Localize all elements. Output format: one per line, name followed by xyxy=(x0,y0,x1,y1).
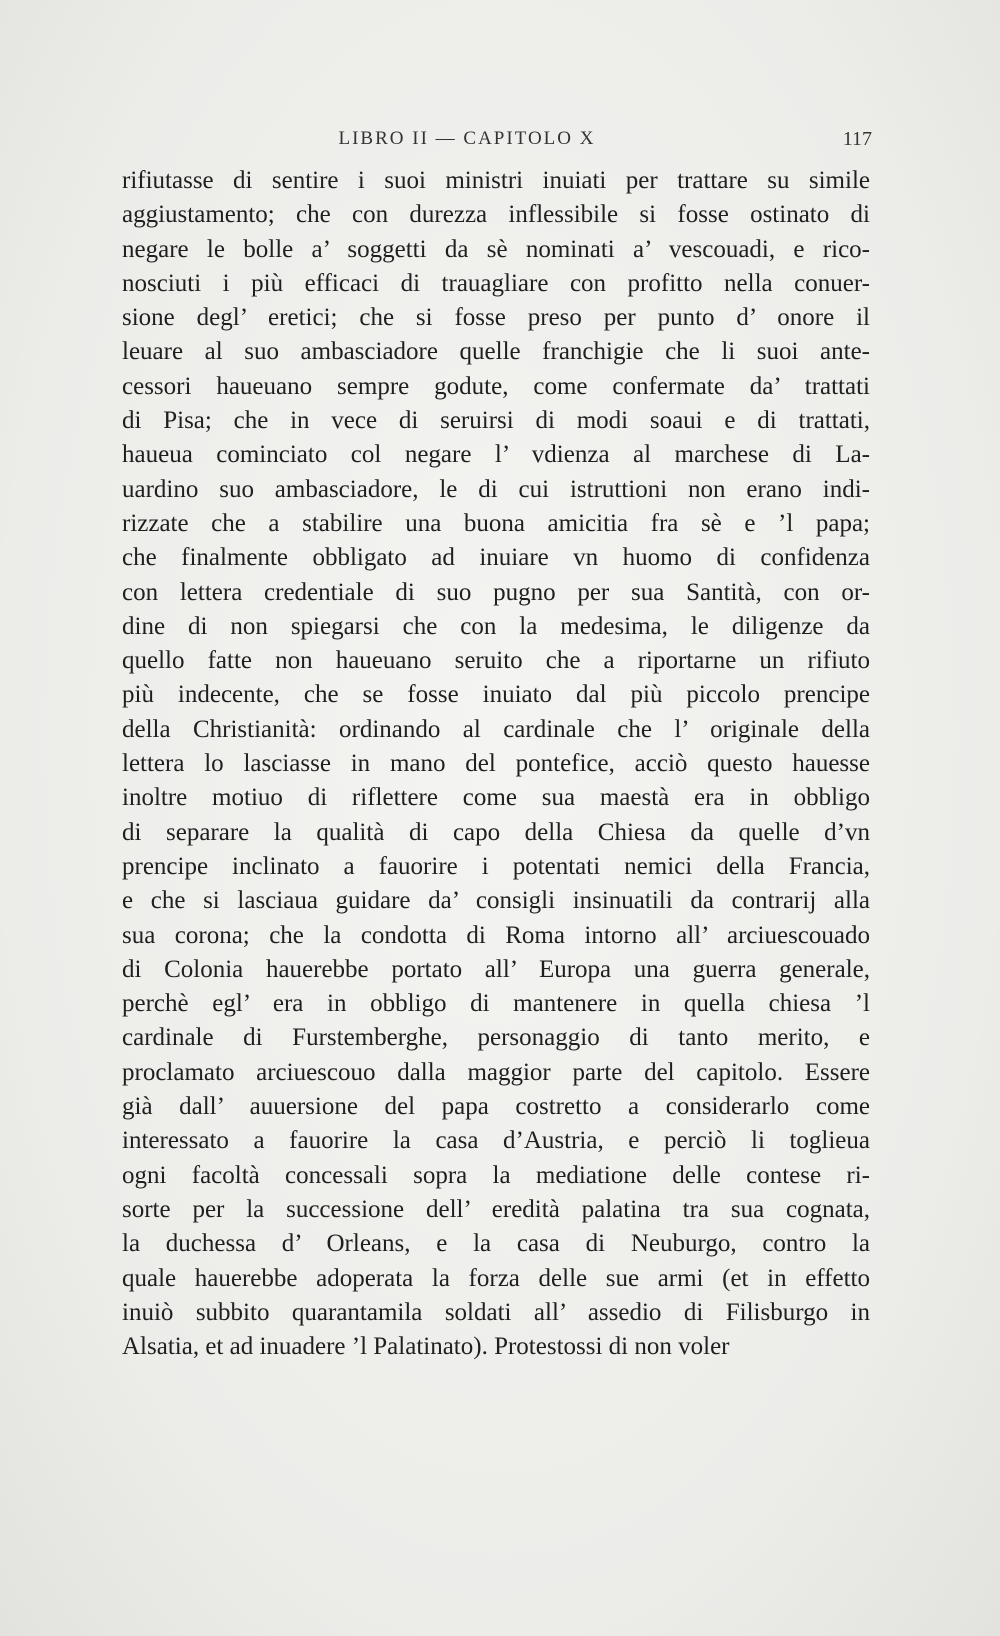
text-line: sua corona; che la condotta di Roma intorno all’ arciuescouado xyxy=(122,921,870,949)
text-line: proclamato arciuescouo dalla maggior parte del capitolo. Essere xyxy=(122,1058,870,1086)
text-line: quello fatte non haueuano seruito che a riportarne un rifiuto xyxy=(122,647,870,675)
text-line: perchè egl’ era in obbligo di mantenere in quella chiesa ’l xyxy=(122,990,870,1018)
text-line: prencipe inclinato a fauorire i potentati nemici della Francia, xyxy=(122,852,870,880)
text-line: leuare al suo ambasciadore quelle franchigie che li suoi ante- xyxy=(122,338,870,366)
text-line: aggiustamento; che con durezza inflessibile si fosse ostinato di xyxy=(122,201,870,229)
text-line: cessori haueuano sempre godute, come confermate da’ trattati xyxy=(122,372,870,400)
text-line: rizzate che a stabilire una buona amicitia fra sè e ’l papa; xyxy=(122,509,870,537)
text-line: cardinale di Furstemberghe, personaggio di tanto merito, e xyxy=(122,1024,870,1052)
text-line: interessato a fauorire la casa d’Austria, e perciò li toglieua xyxy=(122,1127,870,1155)
text-line: della Christianità: ordinando al cardinale che l’ originale della xyxy=(122,715,870,743)
text-line: inoltre motiuo di riflettere come sua maestà era in obbligo xyxy=(122,784,870,812)
text-line: sorte per la successione dell’ eredità palatina tra sua cognata, xyxy=(122,1195,870,1223)
text-line: nosciuti i più efficaci di trauagliare con profitto nella conuer- xyxy=(122,269,870,297)
running-head: LIBRO II — CAPITOLO X xyxy=(338,128,596,149)
text-line: inuiò subbito quarantamila soldati all’ assedio di Filisburgo in xyxy=(122,1298,870,1326)
text-line: rifiutasse di sentire i suoi ministri inuiati per trattare su simile xyxy=(122,167,870,194)
text-line: quale hauerebbe adoperata la forza delle sue armi (et in effetto xyxy=(122,1264,870,1292)
page-header xyxy=(122,128,872,158)
text-line: ogni facoltà concessali sopra la mediatione delle contese ri- xyxy=(122,1161,870,1189)
page-number: 117 xyxy=(842,128,872,150)
text-line: e che si lasciaua guidare da’ consigli insinuatili da contrarij alla xyxy=(122,887,870,915)
text-line: uardino suo ambasciadore, le di cui istruttioni non erano indi- xyxy=(122,475,870,503)
text-line: haueua cominciato col negare l’ vdienza al marchese di La- xyxy=(122,441,870,469)
body-text xyxy=(122,164,870,1364)
text-line: di Pisa; che in vece di seruirsi di modi soaui e di trattati, xyxy=(122,407,870,435)
text-line: di Colonia hauerebbe portato all’ Europa una guerra generale, xyxy=(122,955,870,983)
text-line: già dall’ auuersione del papa costretto a considerarlo come xyxy=(122,1093,870,1121)
text-line: Alsatia, et ad inuadere ’l Palatinato). Protestossi di non voler xyxy=(122,1333,730,1361)
text-line: dine di non spiegarsi che con la medesima, le diligenze da xyxy=(122,612,870,640)
text-line: la duchessa d’ Orleans, e la casa di Neuburgo, contro la xyxy=(122,1230,870,1258)
text-line: che finalmente obbligato ad inuiare vn huomo di confidenza xyxy=(122,544,870,572)
text-line: negare le bolle a’ soggetti da sè nominati a’ vescouadi, e rico- xyxy=(122,235,870,263)
text-line: di separare la qualità di capo della Chiesa da quelle d’vn xyxy=(122,818,870,846)
text-line: con lettera credentiale di suo pugno per sua Santità, con or- xyxy=(122,578,870,606)
text-line: più indecente, che se fosse inuiato dal più piccolo prencipe xyxy=(122,681,870,709)
text-line: sione degl’ eretici; che si fosse preso per punto d’ onore il xyxy=(122,304,870,332)
text-line: lettera lo lasciasse in mano del pontefice, acciò questo hauesse xyxy=(122,750,870,778)
